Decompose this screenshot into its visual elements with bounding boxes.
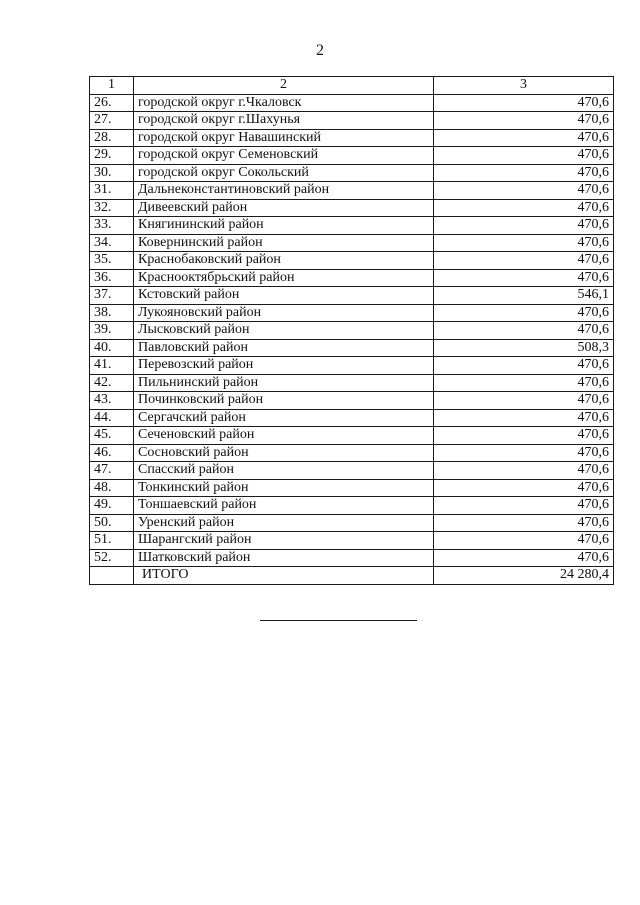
column-header-name: 2: [134, 77, 434, 95]
row-value-cell: 470,6: [434, 182, 614, 200]
row-value-cell: 470,6: [434, 304, 614, 322]
table-row: [90, 462, 614, 480]
table-row: [90, 129, 614, 147]
row-name-cell: Тоншаевский район: [134, 497, 434, 515]
row-name-cell: городской округ Семеновский: [134, 147, 434, 165]
row-value-cell: 470,6: [434, 357, 614, 375]
column-header-number: 1: [90, 77, 134, 95]
row-number-cell: 37.: [90, 287, 134, 305]
total-row: [90, 567, 614, 585]
row-name-cell: Павловский район: [134, 339, 434, 357]
table-row: [90, 164, 614, 182]
row-number-cell: 48.: [90, 479, 134, 497]
table-row: [90, 199, 614, 217]
row-value-cell: 470,6: [434, 252, 614, 270]
table-row: [90, 234, 614, 252]
table-body: [90, 94, 614, 584]
table-row: [90, 339, 614, 357]
row-name-cell: Лукояновский район: [134, 304, 434, 322]
row-number-cell: 28.: [90, 129, 134, 147]
table-row: [90, 357, 614, 375]
row-name-cell: Починковский район: [134, 392, 434, 410]
row-number-cell: 31.: [90, 182, 134, 200]
table-row: [90, 374, 614, 392]
row-name-cell: Краснооктябрьский район: [134, 269, 434, 287]
table-row: [90, 532, 614, 550]
row-number-cell: 49.: [90, 497, 134, 515]
table-row: [90, 392, 614, 410]
table-row: [90, 304, 614, 322]
row-number-cell: 52.: [90, 549, 134, 567]
table-row: [90, 217, 614, 235]
row-name-cell: Спасский район: [134, 462, 434, 480]
table-row: [90, 112, 614, 130]
header-row: [90, 77, 614, 95]
row-value-cell: 470,6: [434, 322, 614, 340]
row-number-cell: 30.: [90, 164, 134, 182]
row-name-cell: Княгининский район: [134, 217, 434, 235]
row-name-cell: Пильнинский район: [134, 374, 434, 392]
row-number-cell: 36.: [90, 269, 134, 287]
row-name-cell: Шарангский район: [134, 532, 434, 550]
allocation-table: [89, 76, 614, 585]
row-number-cell: 29.: [90, 147, 134, 165]
page-number: 2: [316, 42, 324, 59]
row-name-cell: Ковернинский район: [134, 234, 434, 252]
row-name-cell: Краснобаковский район: [134, 252, 434, 270]
row-number-cell: 32.: [90, 199, 134, 217]
row-value-cell: 470,6: [434, 217, 614, 235]
row-number-cell: 34.: [90, 234, 134, 252]
row-number-cell: 33.: [90, 217, 134, 235]
row-value-cell: 470,6: [434, 199, 614, 217]
row-value-cell: 470,6: [434, 164, 614, 182]
table-row: [90, 147, 614, 165]
row-number-cell: 40.: [90, 339, 134, 357]
total-label: ИТОГО: [134, 567, 434, 585]
row-number-cell: 50.: [90, 514, 134, 532]
row-value-cell: 470,6: [434, 269, 614, 287]
row-value-cell: 470,6: [434, 497, 614, 515]
table-row: [90, 182, 614, 200]
table-row: [90, 514, 614, 532]
row-number-cell: 38.: [90, 304, 134, 322]
row-value-cell: 508,3: [434, 339, 614, 357]
row-number-cell: 26.: [90, 94, 134, 112]
column-header-value: 3: [434, 77, 614, 95]
row-name-cell: городской округ Навашинский: [134, 129, 434, 147]
total-value: 24 280,4: [434, 567, 614, 585]
row-name-cell: Кстовский район: [134, 287, 434, 305]
row-name-cell: Шатковский район: [134, 549, 434, 567]
row-number-cell: 51.: [90, 532, 134, 550]
row-value-cell: 470,6: [434, 129, 614, 147]
table-row: [90, 497, 614, 515]
row-number-cell: 46.: [90, 444, 134, 462]
closing-separator-line: [260, 620, 417, 621]
row-number-cell: 44.: [90, 409, 134, 427]
row-number-cell: 47.: [90, 462, 134, 480]
table-row: [90, 409, 614, 427]
row-name-cell: Сергачский район: [134, 409, 434, 427]
row-value-cell: 470,6: [434, 427, 614, 445]
table-row: [90, 287, 614, 305]
row-value-cell: 470,6: [434, 392, 614, 410]
row-value-cell: 470,6: [434, 112, 614, 130]
total-number-cell: [90, 567, 134, 585]
row-value-cell: 470,6: [434, 234, 614, 252]
row-name-cell: городской округ г.Чкаловск: [134, 94, 434, 112]
row-value-cell: 470,6: [434, 532, 614, 550]
table-row: [90, 427, 614, 445]
row-value-cell: 470,6: [434, 374, 614, 392]
row-name-cell: Перевозский район: [134, 357, 434, 375]
table-row: [90, 322, 614, 340]
row-number-cell: 41.: [90, 357, 134, 375]
table-row: [90, 269, 614, 287]
row-value-cell: 470,6: [434, 549, 614, 567]
row-number-cell: 35.: [90, 252, 134, 270]
row-name-cell: Тонкинский район: [134, 479, 434, 497]
row-number-cell: 43.: [90, 392, 134, 410]
row-number-cell: 45.: [90, 427, 134, 445]
row-value-cell: 546,1: [434, 287, 614, 305]
table-row: [90, 252, 614, 270]
row-value-cell: 470,6: [434, 94, 614, 112]
row-number-cell: 39.: [90, 322, 134, 340]
row-value-cell: 470,6: [434, 409, 614, 427]
row-value-cell: 470,6: [434, 514, 614, 532]
row-name-cell: Лысковский район: [134, 322, 434, 340]
row-value-cell: 470,6: [434, 462, 614, 480]
row-name-cell: городской округ Сокольский: [134, 164, 434, 182]
table-row: [90, 94, 614, 112]
table-row: [90, 549, 614, 567]
table-row: [90, 479, 614, 497]
row-name-cell: Сосновский район: [134, 444, 434, 462]
table-row: [90, 444, 614, 462]
row-value-cell: 470,6: [434, 479, 614, 497]
row-name-cell: городской округ г.Шахунья: [134, 112, 434, 130]
row-name-cell: Дивеевский район: [134, 199, 434, 217]
row-value-cell: 470,6: [434, 147, 614, 165]
table-header: [90, 77, 614, 95]
row-name-cell: Дальнеконстантиновский район: [134, 182, 434, 200]
row-name-cell: Уренский район: [134, 514, 434, 532]
row-value-cell: 470,6: [434, 444, 614, 462]
row-name-cell: Сеченовский район: [134, 427, 434, 445]
row-number-cell: 42.: [90, 374, 134, 392]
row-number-cell: 27.: [90, 112, 134, 130]
